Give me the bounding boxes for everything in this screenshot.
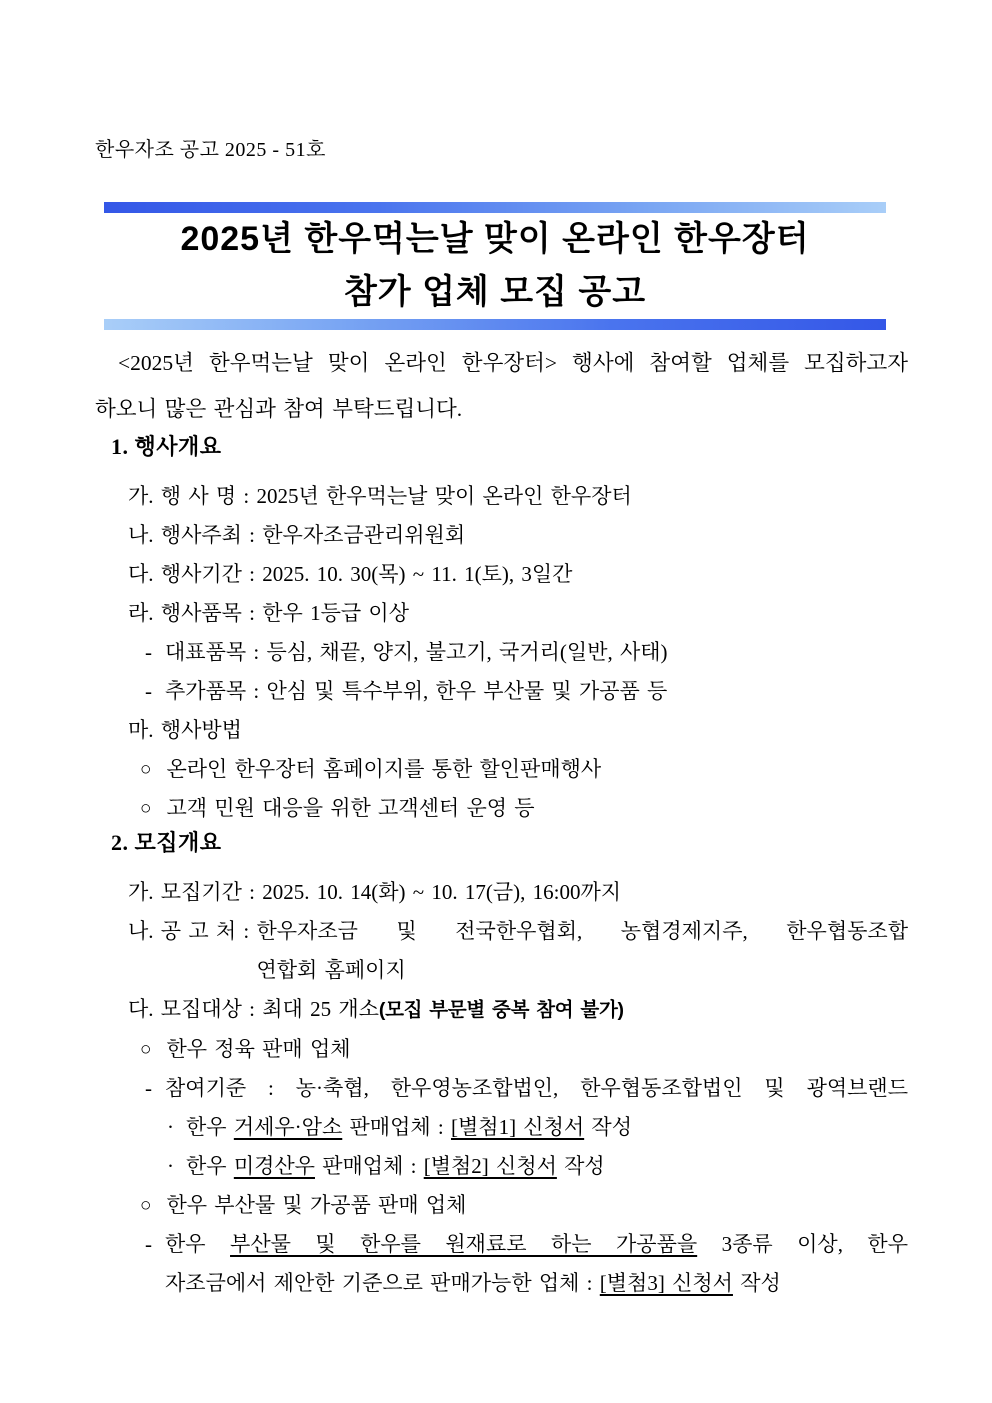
intro-paragraph (95, 340, 908, 432)
heifer-line (95, 1147, 908, 1186)
page-title-line2: 참가 업체 모집 공고 (343, 273, 647, 311)
byproduct-line2-suffix: 작성 (732, 1271, 781, 1295)
castrated-suffix: 작성 (584, 1115, 632, 1139)
recruit-target-line (95, 990, 908, 1030)
dash-bullet: - (145, 1076, 152, 1100)
event-host-line: 나. 행사주최 : 한우자조금관리위원회 (128, 523, 466, 547)
meat-seller-line (95, 1030, 908, 1069)
notice-channel-label: 나. 공 고 처 : (128, 919, 257, 943)
page-title-line1: 2025년 한우먹는날 맞이 온라인 한우장터 (180, 220, 810, 258)
main-products-text: 대표품목 : 등심, 채끝, 양지, 불고기, 국거리(일반, 사태) (165, 640, 668, 664)
heifer-prefix: 한우 (186, 1154, 234, 1178)
event-name-line: 가. 행 사 명 : 2025년 한우먹는날 맞이 온라인 한우장터 (128, 484, 632, 508)
criteria-line (95, 1069, 908, 1108)
method-cs-line (95, 789, 908, 828)
circle-bullet: ○ (140, 798, 152, 819)
byproduct-line2-prefix: 자조금에서 제안한 기준으로 판매가능한 업체 : (165, 1271, 600, 1295)
byproduct-criteria-line1 (165, 1225, 908, 1264)
recruit-target-text: 다. 모집대상 : 최대 25 개소 (128, 997, 379, 1021)
heifer-underline1: 미경산우 (233, 1154, 315, 1178)
byproduct-line1-underline: 부산물 및 한우를 원재료로 하는 가공품을 (230, 1232, 698, 1256)
title-bottom-bar (104, 319, 886, 330)
byproduct-line1-suffix: 3종류 이상, 한우 (697, 1232, 908, 1256)
method-online-text: 온라인 한우장터 홈페이지를 통한 할인판매행사 (166, 757, 602, 781)
byproduct-criteria-text (165, 1225, 908, 1303)
section1-list (95, 477, 908, 828)
castrated-mid: 판매업체 : (342, 1115, 451, 1139)
event-method-line: 마. 행사방법 (128, 718, 242, 742)
title-block (104, 202, 886, 330)
castrated-prefix: 한우 (186, 1115, 234, 1139)
notice-channel-text (256, 912, 908, 990)
byproduct-seller-line (95, 1186, 908, 1225)
byproduct-criteria-line (95, 1225, 908, 1303)
recruit-period-line: 가. 모집기간 : 2025. 10. 14(화) ~ 10. 17(금), 16:00까지 (128, 880, 622, 904)
byproduct-criteria-line2 (165, 1264, 908, 1303)
method-cs-text: 고객 민원 대응을 위한 고객센터 운영 등 (166, 796, 535, 820)
circle-bullet: ○ (140, 1195, 152, 1216)
heifer-mid: 판매업체 : (314, 1154, 424, 1178)
dot-bullet: · (167, 1154, 174, 1178)
notice-channel-line (95, 912, 908, 990)
notice-channel-text-line1: 한우자조금 및 전국한우협회, 농협경제지주, 한우협동조합 (256, 919, 908, 943)
heifer-attachment2-link: [별첨2] 신청서 (423, 1154, 557, 1178)
castrated-cow-line (95, 1108, 908, 1147)
section2-heading: 2. 모집개요 (111, 830, 222, 855)
page-title (104, 213, 886, 319)
heifer-suffix: 작성 (556, 1154, 605, 1178)
castrated-cow-text (186, 1108, 908, 1147)
castrated-attachment1-link: [별첨1] 신청서 (451, 1115, 585, 1139)
byproduct-attachment3-link: [별첨3] 신청서 (599, 1271, 733, 1295)
intro-line1: <2025년 한우먹는날 맞이 온라인 한우장터> 행사에 참여할 업체를 모집하고자 (118, 351, 908, 375)
method-online-line (95, 750, 908, 789)
dash-bullet: - (145, 640, 152, 664)
meat-seller-text: 한우 정육 판매 업체 (166, 1037, 351, 1061)
byproduct-line1-prefix: 한우 (165, 1232, 231, 1256)
recruit-target-note: (모집 부문별 중복 참여 불가) (378, 999, 624, 1021)
dash-bullet: - (145, 1232, 152, 1256)
title-top-bar (104, 202, 886, 213)
intro-line2: 하오니 많은 관심과 참여 부탁드립니다. (95, 397, 463, 421)
dash-bullet: - (145, 679, 152, 703)
circle-bullet: ○ (140, 1039, 152, 1060)
castrated-underline1: 거세우·암소 (233, 1115, 343, 1139)
notice-channel-text-line2: 연합회 홈페이지 (256, 958, 406, 982)
dot-bullet: · (167, 1115, 174, 1139)
extra-products-text: 추가품목 : 안심 및 특수부위, 한우 부산물 및 가공품 등 (165, 679, 668, 703)
section1-heading: 1. 행사개요 (111, 434, 222, 459)
doc-number: 한우자조 공고 2025 - 51호 (95, 139, 326, 161)
criteria-text: 참여기준 : 농·축협, 한우영농조합법인, 한우협동조합법인 및 광역브랜드 (165, 1076, 908, 1100)
event-period-line: 다. 행사기간 : 2025. 10. 30(목) ~ 11. 1(토), 3일간 (128, 562, 573, 586)
circle-bullet: ○ (140, 759, 152, 780)
main-products-line (95, 633, 908, 672)
section2-list (95, 873, 908, 1303)
byproduct-seller-text: 한우 부산물 및 가공품 판매 업체 (166, 1193, 467, 1217)
event-products-line: 라. 행사품목 : 한우 1등급 이상 (128, 601, 409, 625)
heifer-text (186, 1147, 908, 1186)
extra-products-line (95, 672, 908, 711)
